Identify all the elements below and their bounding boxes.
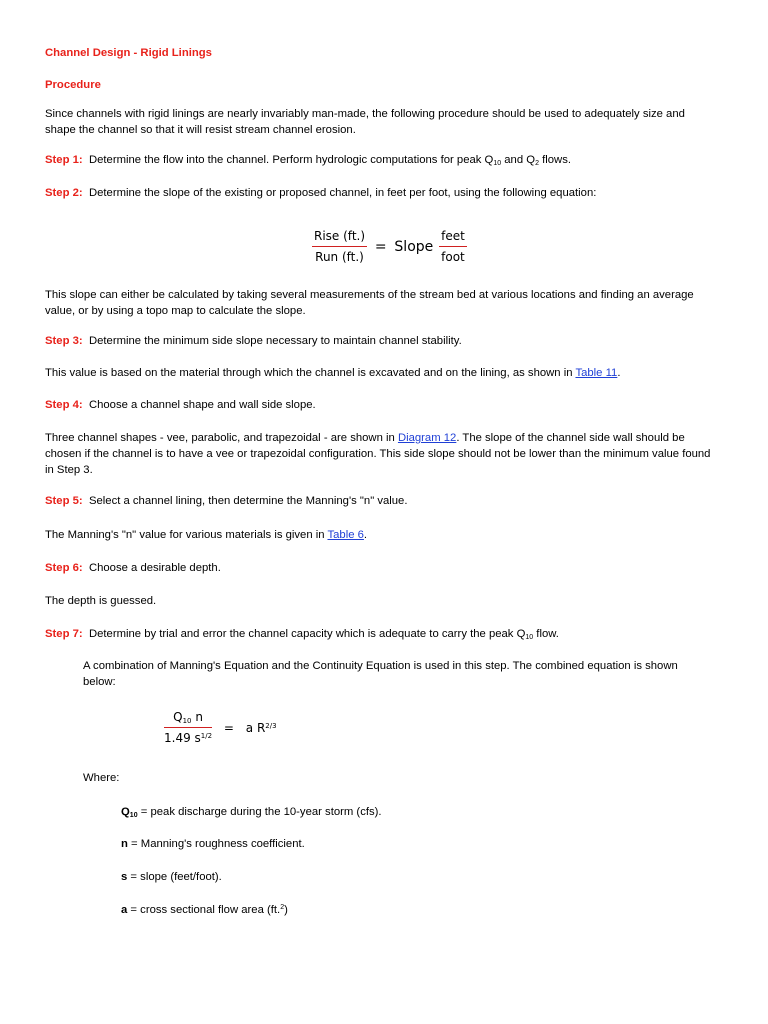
slope-equation xyxy=(312,228,467,265)
def-n-symbol: n xyxy=(121,838,128,850)
rise-run-fraction xyxy=(312,228,367,265)
step-6-text: Choose a desirable depth. xyxy=(88,562,221,574)
combined-numerator xyxy=(164,709,212,728)
step-6 xyxy=(45,560,715,576)
def-s-text: = slope (feet/foot). xyxy=(127,871,222,883)
document-title: Channel Design - Rigid Linings xyxy=(45,47,212,59)
material-end: . xyxy=(617,367,621,379)
step-7 xyxy=(45,626,715,642)
step-3 xyxy=(45,333,715,349)
combined-denominator xyxy=(164,728,212,746)
step-2 xyxy=(45,185,715,201)
step-7-label: Step 7: xyxy=(45,628,83,640)
step-7-sub: 10 xyxy=(525,634,534,641)
table-6-link[interactable]: Table 6 xyxy=(327,529,364,541)
step-5 xyxy=(45,493,715,509)
step-2-label: Step 2: xyxy=(45,187,83,199)
material-paragraph xyxy=(45,365,715,381)
table-11-link[interactable]: Table 11 xyxy=(575,367,618,379)
manning-end: . xyxy=(363,529,368,541)
where-label: Where: xyxy=(83,772,120,784)
q-symbol: Q xyxy=(173,710,183,724)
step-1-label: Step 1: xyxy=(45,154,83,166)
foot-label: foot xyxy=(441,250,465,264)
step-3-text: Determine the minimum side slope necessary to maintain channel stability. xyxy=(88,335,462,347)
step-1-sub-a: 10 xyxy=(493,160,502,167)
eq1-slope-word: Slope xyxy=(394,238,434,255)
def-q10-sub: 10 xyxy=(129,812,138,819)
step-1-text-c: flows. xyxy=(538,154,571,166)
def-a xyxy=(121,902,711,918)
eq2-rhs xyxy=(246,720,277,736)
def-q10 xyxy=(121,804,711,820)
step-7-text-b: flow. xyxy=(533,628,559,640)
def-n xyxy=(121,836,711,852)
manning-text: The Manning's "n" value for various materials is given in xyxy=(45,529,328,541)
ar-term: a R xyxy=(245,720,266,735)
shapes-text-a: Three channel shapes - vee, parabolic, and trapezoidal - are shown in xyxy=(45,432,398,444)
step-1-sub-b: 2 xyxy=(535,160,539,167)
r-exponent: 2/3 xyxy=(265,721,277,730)
step-4-label: Step 4: xyxy=(45,399,83,411)
slope-paragraph: This slope can either be calculated by taking several measurements of the stream bed at various locations and finding an average value, or by using a topo map to calculate the slope. xyxy=(45,289,694,317)
def-s-symbol: s xyxy=(121,871,128,883)
step-4 xyxy=(45,397,715,413)
def-q10-text: = peak discharge during the 10-year storm (cfs). xyxy=(137,806,382,818)
def-a-text: = cross sectional flow area (ft. xyxy=(127,904,281,916)
feet-label: feet xyxy=(439,228,467,247)
depth-paragraph: The depth is guessed. xyxy=(45,595,157,607)
def-a-end: ) xyxy=(284,904,288,916)
intro-paragraph: Since channels with rigid linings are nearly invariably man-made, the following procedure should be used to adequately size and shape the channel so that it will resist stream channel erosion. xyxy=(45,108,685,136)
def-q10-symbol: Q xyxy=(121,806,130,818)
step-6-label: Step 6: xyxy=(45,562,83,574)
material-text: This value is based on the material through which the channel is excavated and on the lining, as shown in xyxy=(45,367,576,379)
step-7-text-a: Determine by trial and error the channel capacity which is adequate to carry the peak Q xyxy=(88,628,526,640)
combined-fraction xyxy=(164,709,212,746)
manning-paragraph xyxy=(45,527,715,543)
rise-label: Rise (ft.) xyxy=(312,228,367,247)
step-5-label: Step 5: xyxy=(45,495,83,507)
shapes-paragraph xyxy=(45,430,715,478)
step-1-text-b: and Q xyxy=(501,154,536,166)
eq2-equals: = xyxy=(223,720,234,735)
run-label: Run (ft.) xyxy=(315,250,364,264)
section-heading: Procedure xyxy=(45,79,101,91)
shapes-text-b: . The slope of the channel side wall should be chosen if the channel is to have a vee or trapezoidal configuration. This side slope should not be lower than the minimum value found in Step 3. xyxy=(45,432,711,476)
q-subscript: 10 xyxy=(182,717,192,725)
combined-equation xyxy=(164,709,277,746)
step-4-text: Choose a channel shape and wall side slope. xyxy=(88,399,316,411)
step-5-text: Select a channel lining, then determine the Manning's "n" value. xyxy=(88,495,408,507)
def-s xyxy=(121,869,711,885)
feet-foot-fraction xyxy=(439,228,467,265)
step-3-label: Step 3: xyxy=(45,335,83,347)
step-1-text-a: Determine the flow into the channel. Perform hydrologic computations for peak Q xyxy=(88,154,494,166)
diagram-12-link[interactable]: Diagram 12 xyxy=(397,432,457,444)
step-1 xyxy=(45,152,715,168)
n-symbol: n xyxy=(191,710,203,724)
def-a-symbol: a xyxy=(121,904,128,916)
step-2-text: Determine the slope of the existing or proposed channel, in feet per foot, using the following equation: xyxy=(88,187,597,199)
coef-s: 1.49 s xyxy=(164,731,201,745)
eq1-equals: = xyxy=(374,238,387,255)
s-exponent: 1/2 xyxy=(200,732,213,740)
def-a-sup: 2 xyxy=(280,904,285,911)
combined-equation-paragraph: A combination of Manning's Equation and the Continuity Equation is used in this step. The combined equation is shown below: xyxy=(83,660,678,688)
def-n-text: = Manning's roughness coefficient. xyxy=(127,838,305,850)
